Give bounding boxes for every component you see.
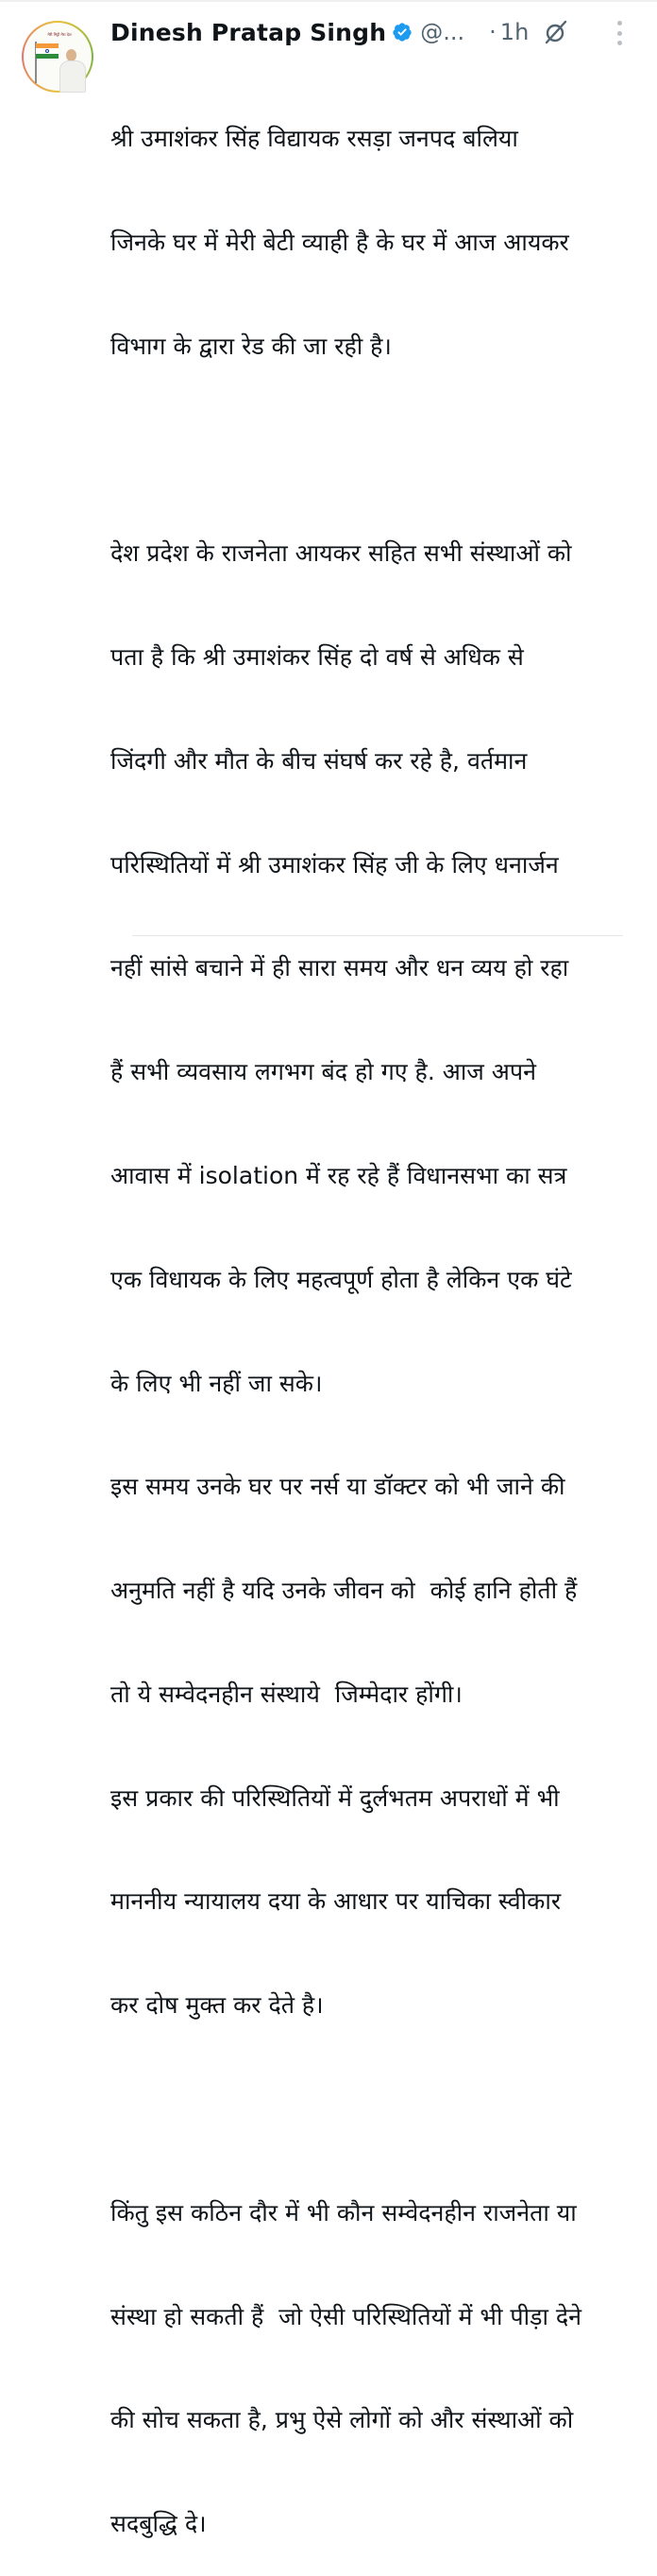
avatar-caption: मेरी मिट्टी मेरा देश (47, 32, 72, 37)
bottom-divider (132, 935, 623, 936)
grok-icon[interactable] (544, 20, 568, 44)
tweet-line: की सोच सकता है, प्रभु ऐसे लोगों को और संस्थाओं को (110, 2406, 574, 2434)
tweet-line: इस प्रकार की परिस्थितियों में दुर्लभतम अपराधों में भी (110, 1783, 560, 1812)
india-flag-icon (36, 43, 59, 59)
tweet-line: विभाग के द्वारा रेड की जा रही है। (110, 332, 392, 360)
tweet-header (110, 11, 568, 53)
tweet-line: किंतु इस कठिन दौर में भी कौन सम्वेदनहीन राजनेता या (110, 2198, 577, 2226)
author-handle[interactable]: @... (420, 19, 465, 45)
more-options-icon[interactable] (608, 19, 631, 47)
author-name[interactable]: Dinesh Pratap Singh (110, 18, 387, 46)
tweet-line: सदबुद्धि दे। (110, 2510, 207, 2538)
tweet-line: तो ये सम्वेदनहीन संस्थाये जिम्मेदार होंगी। (110, 1680, 463, 1708)
top-divider (0, 0, 657, 2)
tweet-line: संस्था हो सकती हैं जो ऐसी परिस्थितियों में भी पीड़ा देने (110, 2302, 582, 2330)
tweet-line: हैं सभी व्यवसाय लगभग बंद हो गए है. आज अपने (110, 1058, 536, 1086)
avatar-image (24, 23, 92, 91)
avatar[interactable] (22, 21, 93, 93)
tweet-line: जिंदगी और मौत के बीच संघर्ष कर रहे है, वर्तमान (110, 746, 528, 775)
tweet-line: के लिए भी नहीं जा सके। (110, 1369, 323, 1397)
tweet-line-blank (110, 434, 653, 469)
separator-dot: · (489, 19, 497, 45)
tweet-line: जिनके घर में मेरी बेटी व्याही है के घर में आज आयकर (110, 228, 569, 256)
tweet-text (110, 53, 653, 2576)
tweet-line: नहीं सांसे बचाने में ही सारा समय और धन व्यय हो रहा (110, 954, 569, 982)
verified-badge-icon (392, 22, 413, 43)
tweet-line: कर दोष मुक्त कर देते है। (110, 1991, 324, 2020)
tweet-line: पता है कि श्री उमाशंकर सिंह दो वर्ष से अधिक से (110, 643, 524, 672)
tweet-line: अनुमति नहीं है यदि उनके जीवन को कोई हानि होती हैं (110, 1577, 578, 1605)
tweet-line: देश प्रदेश के राजनेता आयकर सहित सभी संस्थाओं को (110, 539, 572, 568)
tweet-line: इस समय उनके घर पर नर्स या डॉक्टर को भी जाने की (110, 1473, 565, 1501)
person-figure (58, 49, 84, 91)
tweet-line: श्री उमाशंकर सिंह विद्यायक रसड़ा जनपद बलिया (110, 125, 518, 153)
tweet-line-blank (110, 2092, 653, 2127)
tweet-line: परिस्थितियों में श्री उमाशंकर सिंह जी के लिए धनार्जन (110, 850, 559, 879)
tweet-line: एक विधायक के लिए महत्वपूर्ण होता है लेकिन एक घंटे (110, 1265, 572, 1293)
tweet-line: माननीय न्यायालय दया के आधार पर याचिका स्वीकार (110, 1887, 562, 1916)
tweet-line: आवास में isolation में रह रहे हैं विधानसभा का सत्र (110, 1162, 567, 1189)
timestamp[interactable]: 1h (499, 19, 530, 45)
